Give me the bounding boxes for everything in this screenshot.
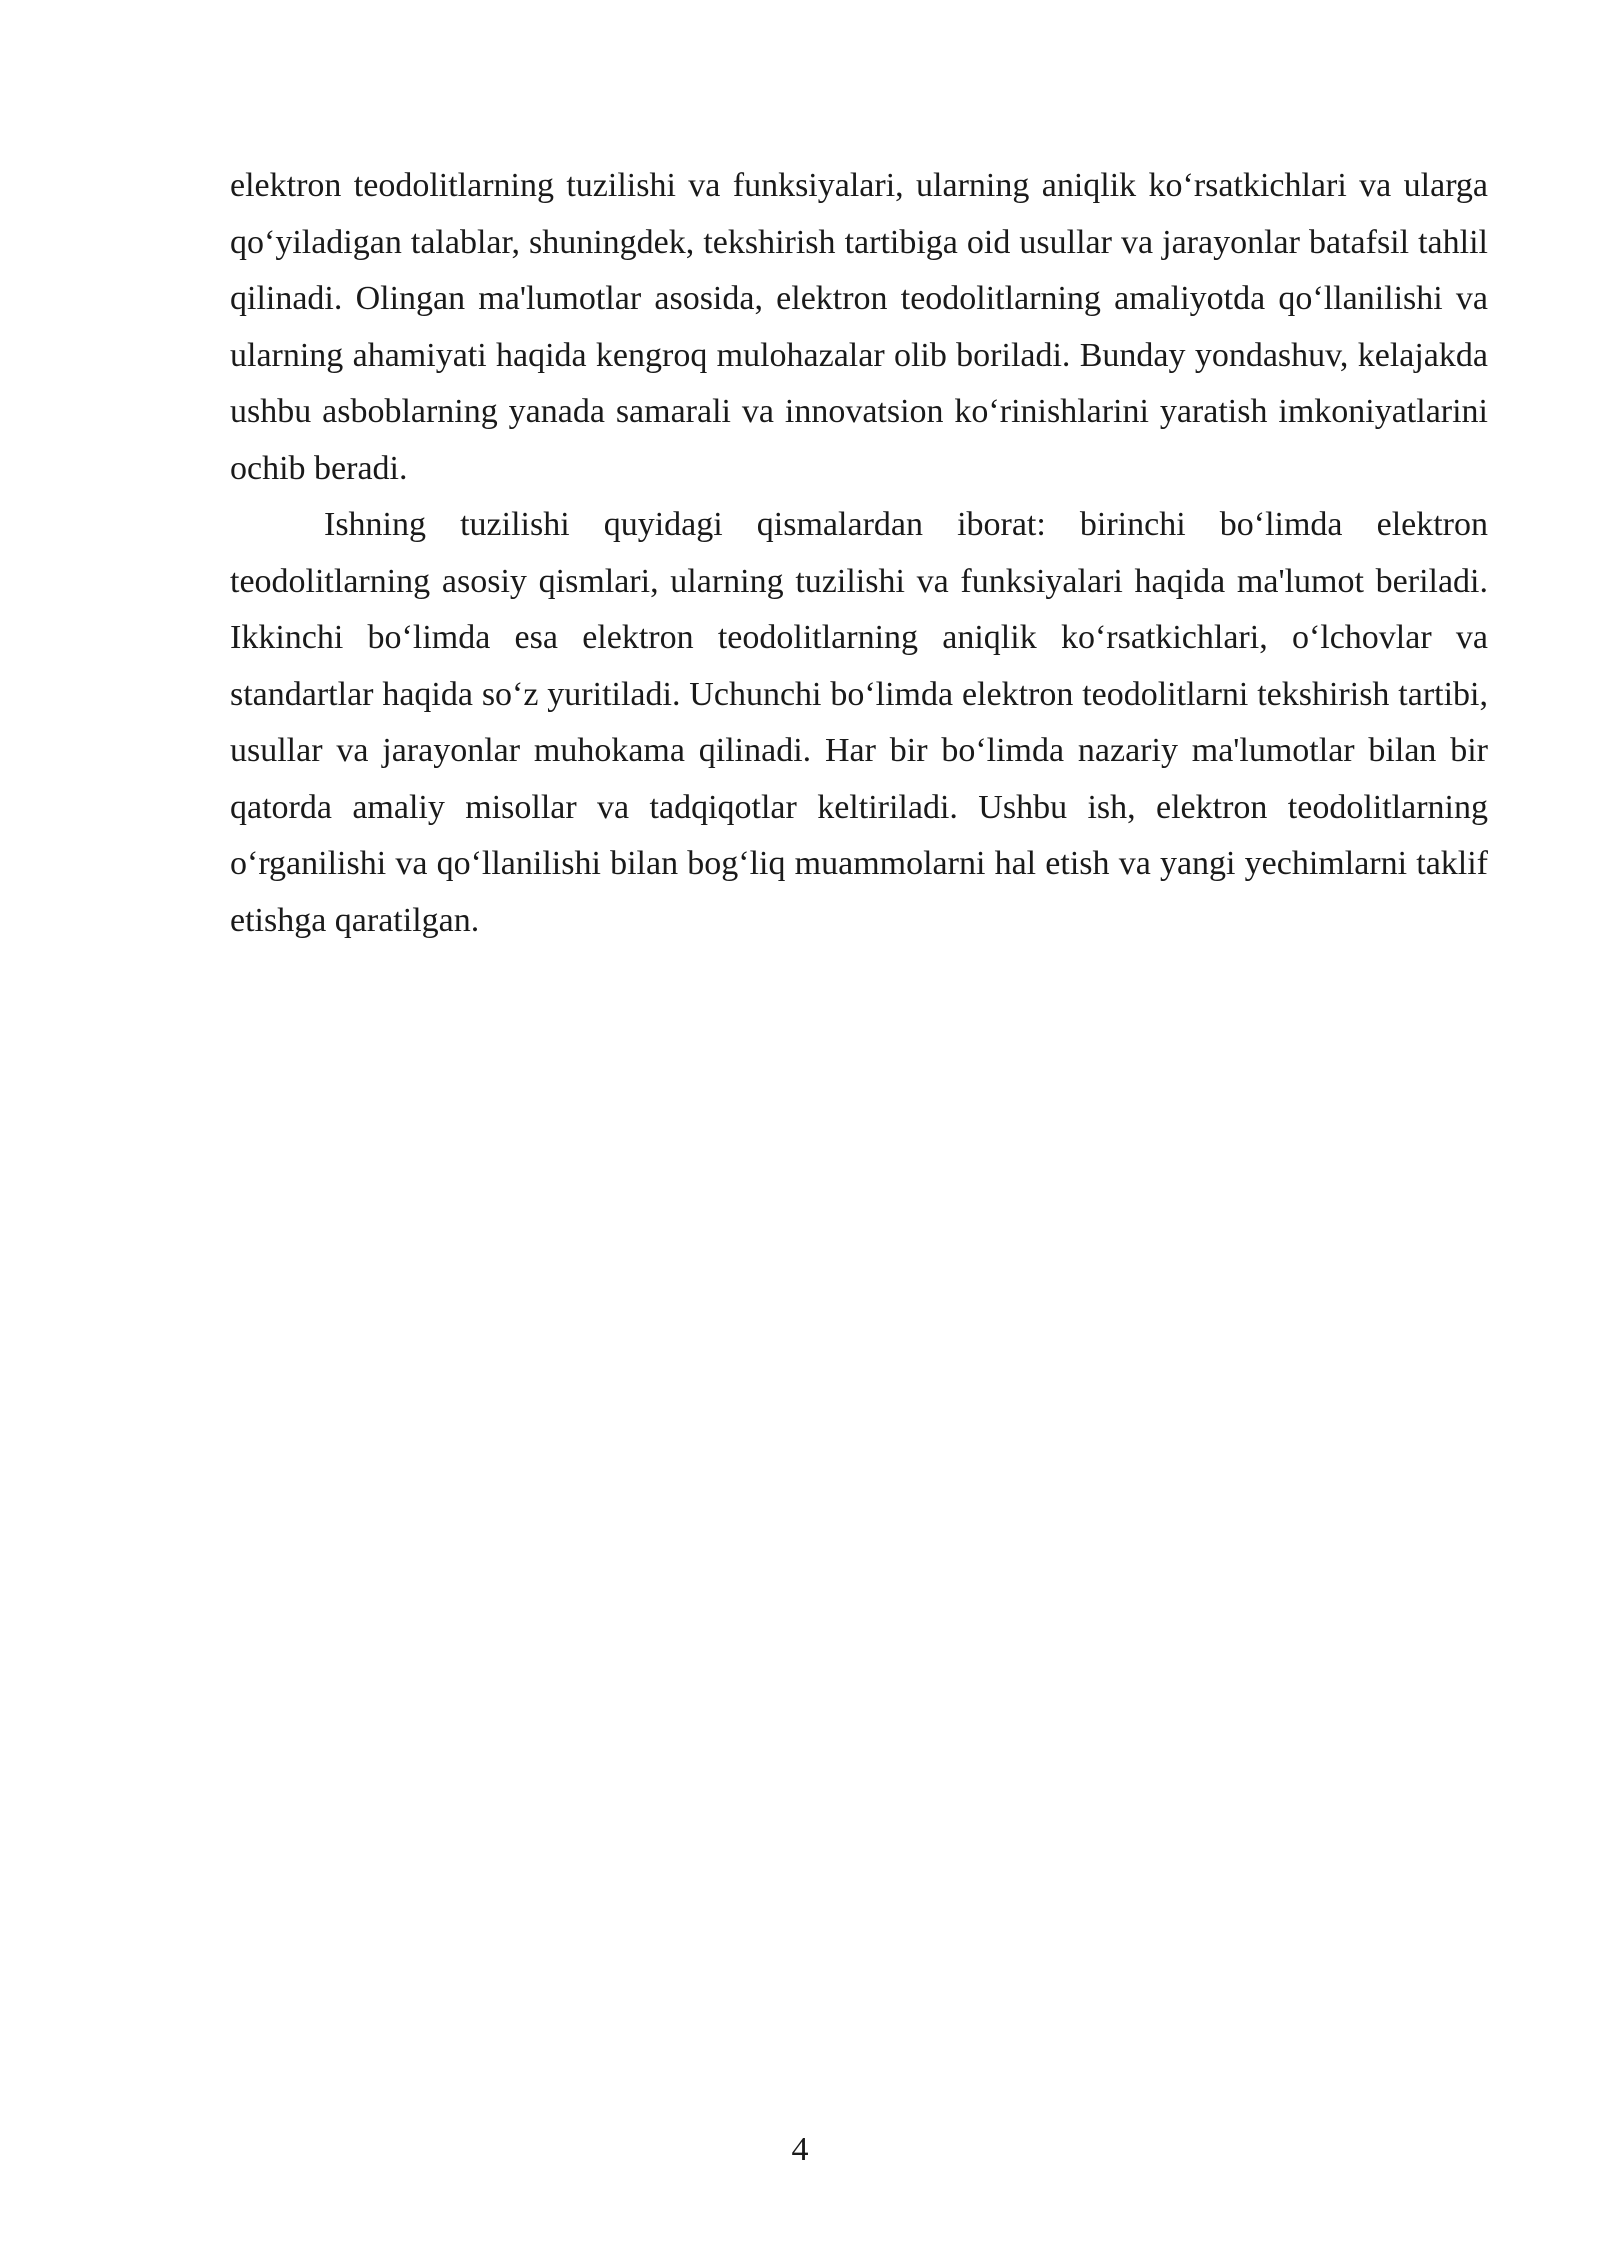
paragraph-continued: elektron teodolitlarning tuzilishi va funksiyalari, ularning aniqlik ko‘rsatkichlari va ularga qo‘yiladigan talablar, shuningdek, tekshirish tartibiga oid usullar va jarayonlar batafsil tahlil qilinadi. Olingan ma'lumotlar asosida, elektron teodolitlarning amaliyotda qo‘llanilishi va ularning ahamiyati haqida kengroq mulohazalar olib boriladi. Bunday yondashuv, kelajakda ushbu asboblarning yanada samarali va innovatsion ko‘rinishlarini yaratish imkoniyatlarini ochib beradi. — [230, 167, 1488, 487]
body-text — [230, 158, 1488, 949]
page-number: 4 — [791, 2131, 809, 2168]
paragraph-structure: Ishning tuzilishi quyidagi qismalardan iborat: birinchi bo‘limda elektron teodolitlarning asosiy qismlari, ularning tuzilishi va funksiyalari haqida ma'lumot beriladi. Ikkinchi bo‘limda esa elektron teodolitlarning aniqlik ko‘rsatkichlari, o‘lchovlar va standartlar haqida so‘z yuritiladi. Uchunchi bo‘limda elektron teodolitlarni tekshirish tartibi, usullar va jarayonlar muhokama qilinadi. Har bir bo‘limda nazariy ma'lumotlar bilan bir qatorda amaliy misollar va tadqiqotlar keltiriladi. Ushbu ish, elektron teodolitlarning o‘rganilishi va qo‘llanilishi bilan bog‘liq muammolarni hal etish va yangi yechimlarni taklif etishga qaratilgan. — [230, 506, 1488, 939]
